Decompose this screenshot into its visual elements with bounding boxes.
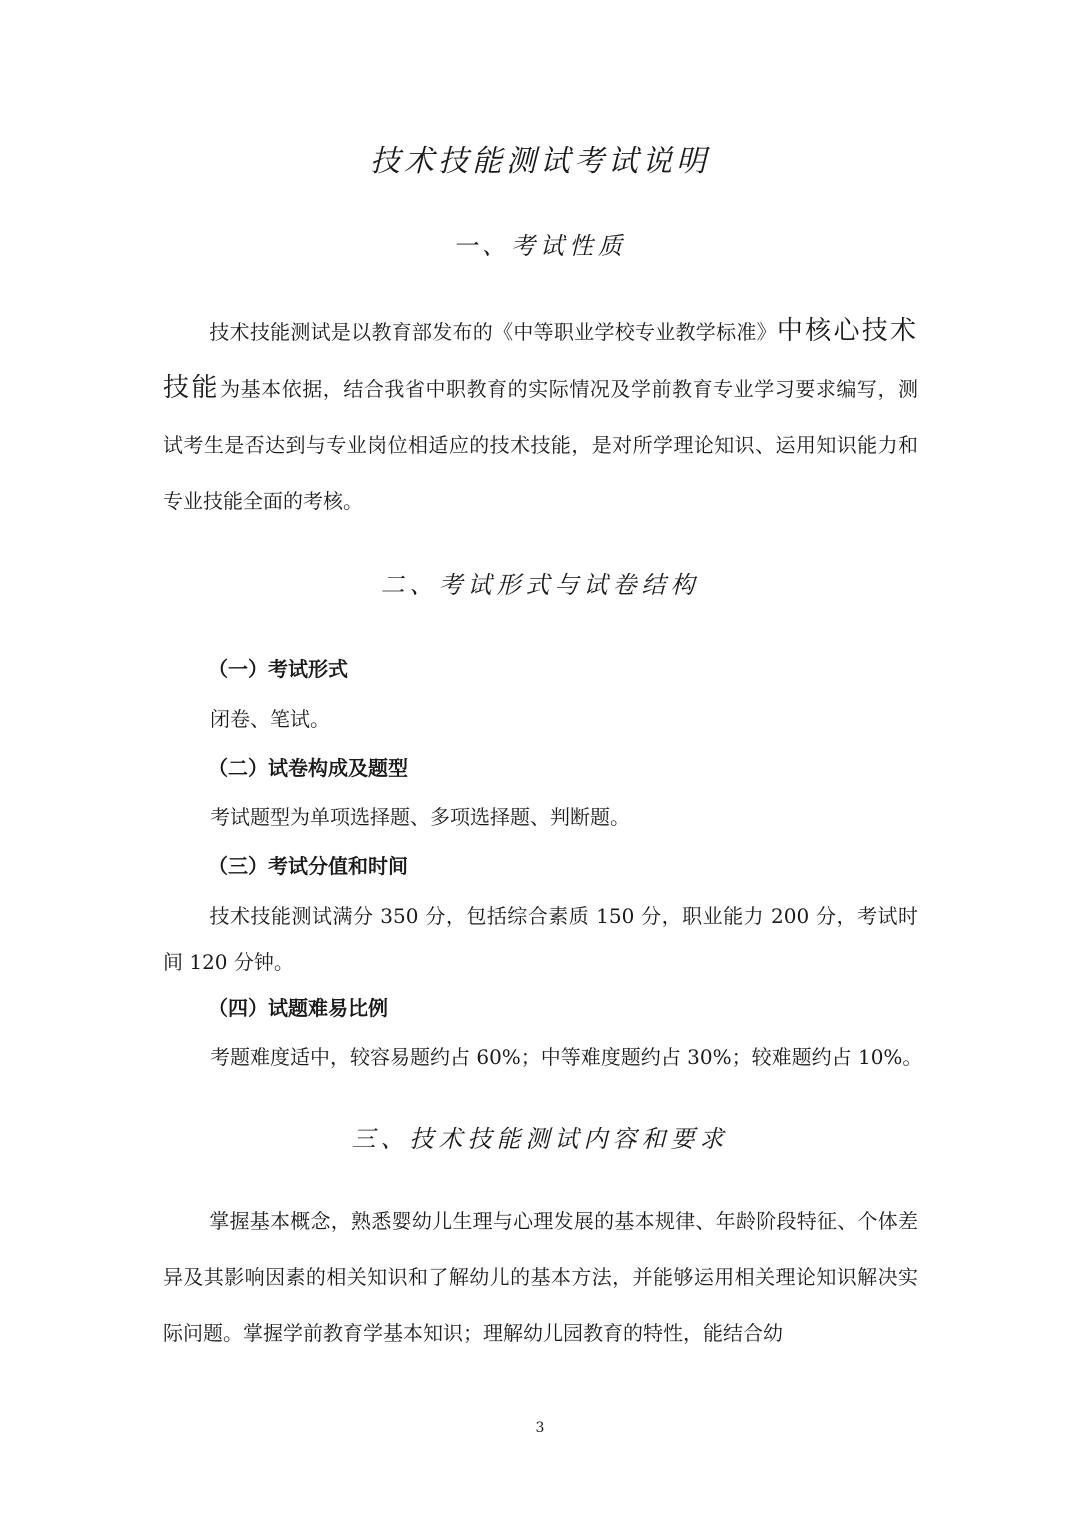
document-title: 技术技能测试考试说明 [370, 144, 710, 179]
subsection-body-difficulty: 考题难度适中，较容易题约占 60%；中等难度题约占 30%；较难题约占 10%。 [210, 1045, 923, 1069]
paragraph-text-part1: 技术技能测试是以教育部发布的《中等职业学校专业教学标准》 [209, 320, 777, 344]
score-time-text: 技术技能测试满分 350 分，包括综合素质 150 分，职业能力 200 分，考试时间 120 分钟。 [163, 904, 918, 974]
section-heading-nature: 一、考试性质 [453, 232, 627, 260]
section-nature-paragraph [163, 303, 918, 529]
subsection-title-paper-structure: （二）试卷构成及题型 [208, 756, 408, 780]
section-heading-content: 三、技术技能测试内容和要求 [351, 1125, 729, 1153]
content-paragraph-text: 掌握基本概念，熟悉婴幼儿生理与心理发展的基本规律、年龄阶段特征、个体差异及其影响因素的相关知识和了解幼儿的基本方法，并能够运用相关理论知识解决实际问题。掌握学前教育学基本知识；理解幼儿园教育的特性，能结合幼 [163, 1209, 918, 1345]
section-content-paragraph [163, 1193, 918, 1361]
subsection-body-paper-structure: 考试题型为单项选择题、多项选择题、判断题。 [210, 805, 630, 829]
subsection-title-score-time: （三）考试分值和时间 [208, 854, 408, 878]
section-heading-format: 二、考试形式与试卷结构 [380, 571, 700, 599]
subsection-title-difficulty: （四）试题难易比例 [208, 996, 388, 1020]
subsection-body-exam-form: 闭卷、笔试。 [210, 707, 330, 731]
subsection-body-score-time [163, 893, 918, 985]
paragraph-text-part3: 为基本依据，结合我省中职教育的实际情况及学前教育专业学习要求编写，测试考生是否达到与专业岗位相适应的技术技能，是对所学理论知识、运用知识能力和专业技能全面的考核。 [163, 377, 918, 513]
paragraph-text-large: 中核心技术技能 [163, 316, 918, 403]
page-number: 3 [535, 1420, 545, 1436]
subsection-title-exam-form: （一）考试形式 [208, 657, 348, 681]
